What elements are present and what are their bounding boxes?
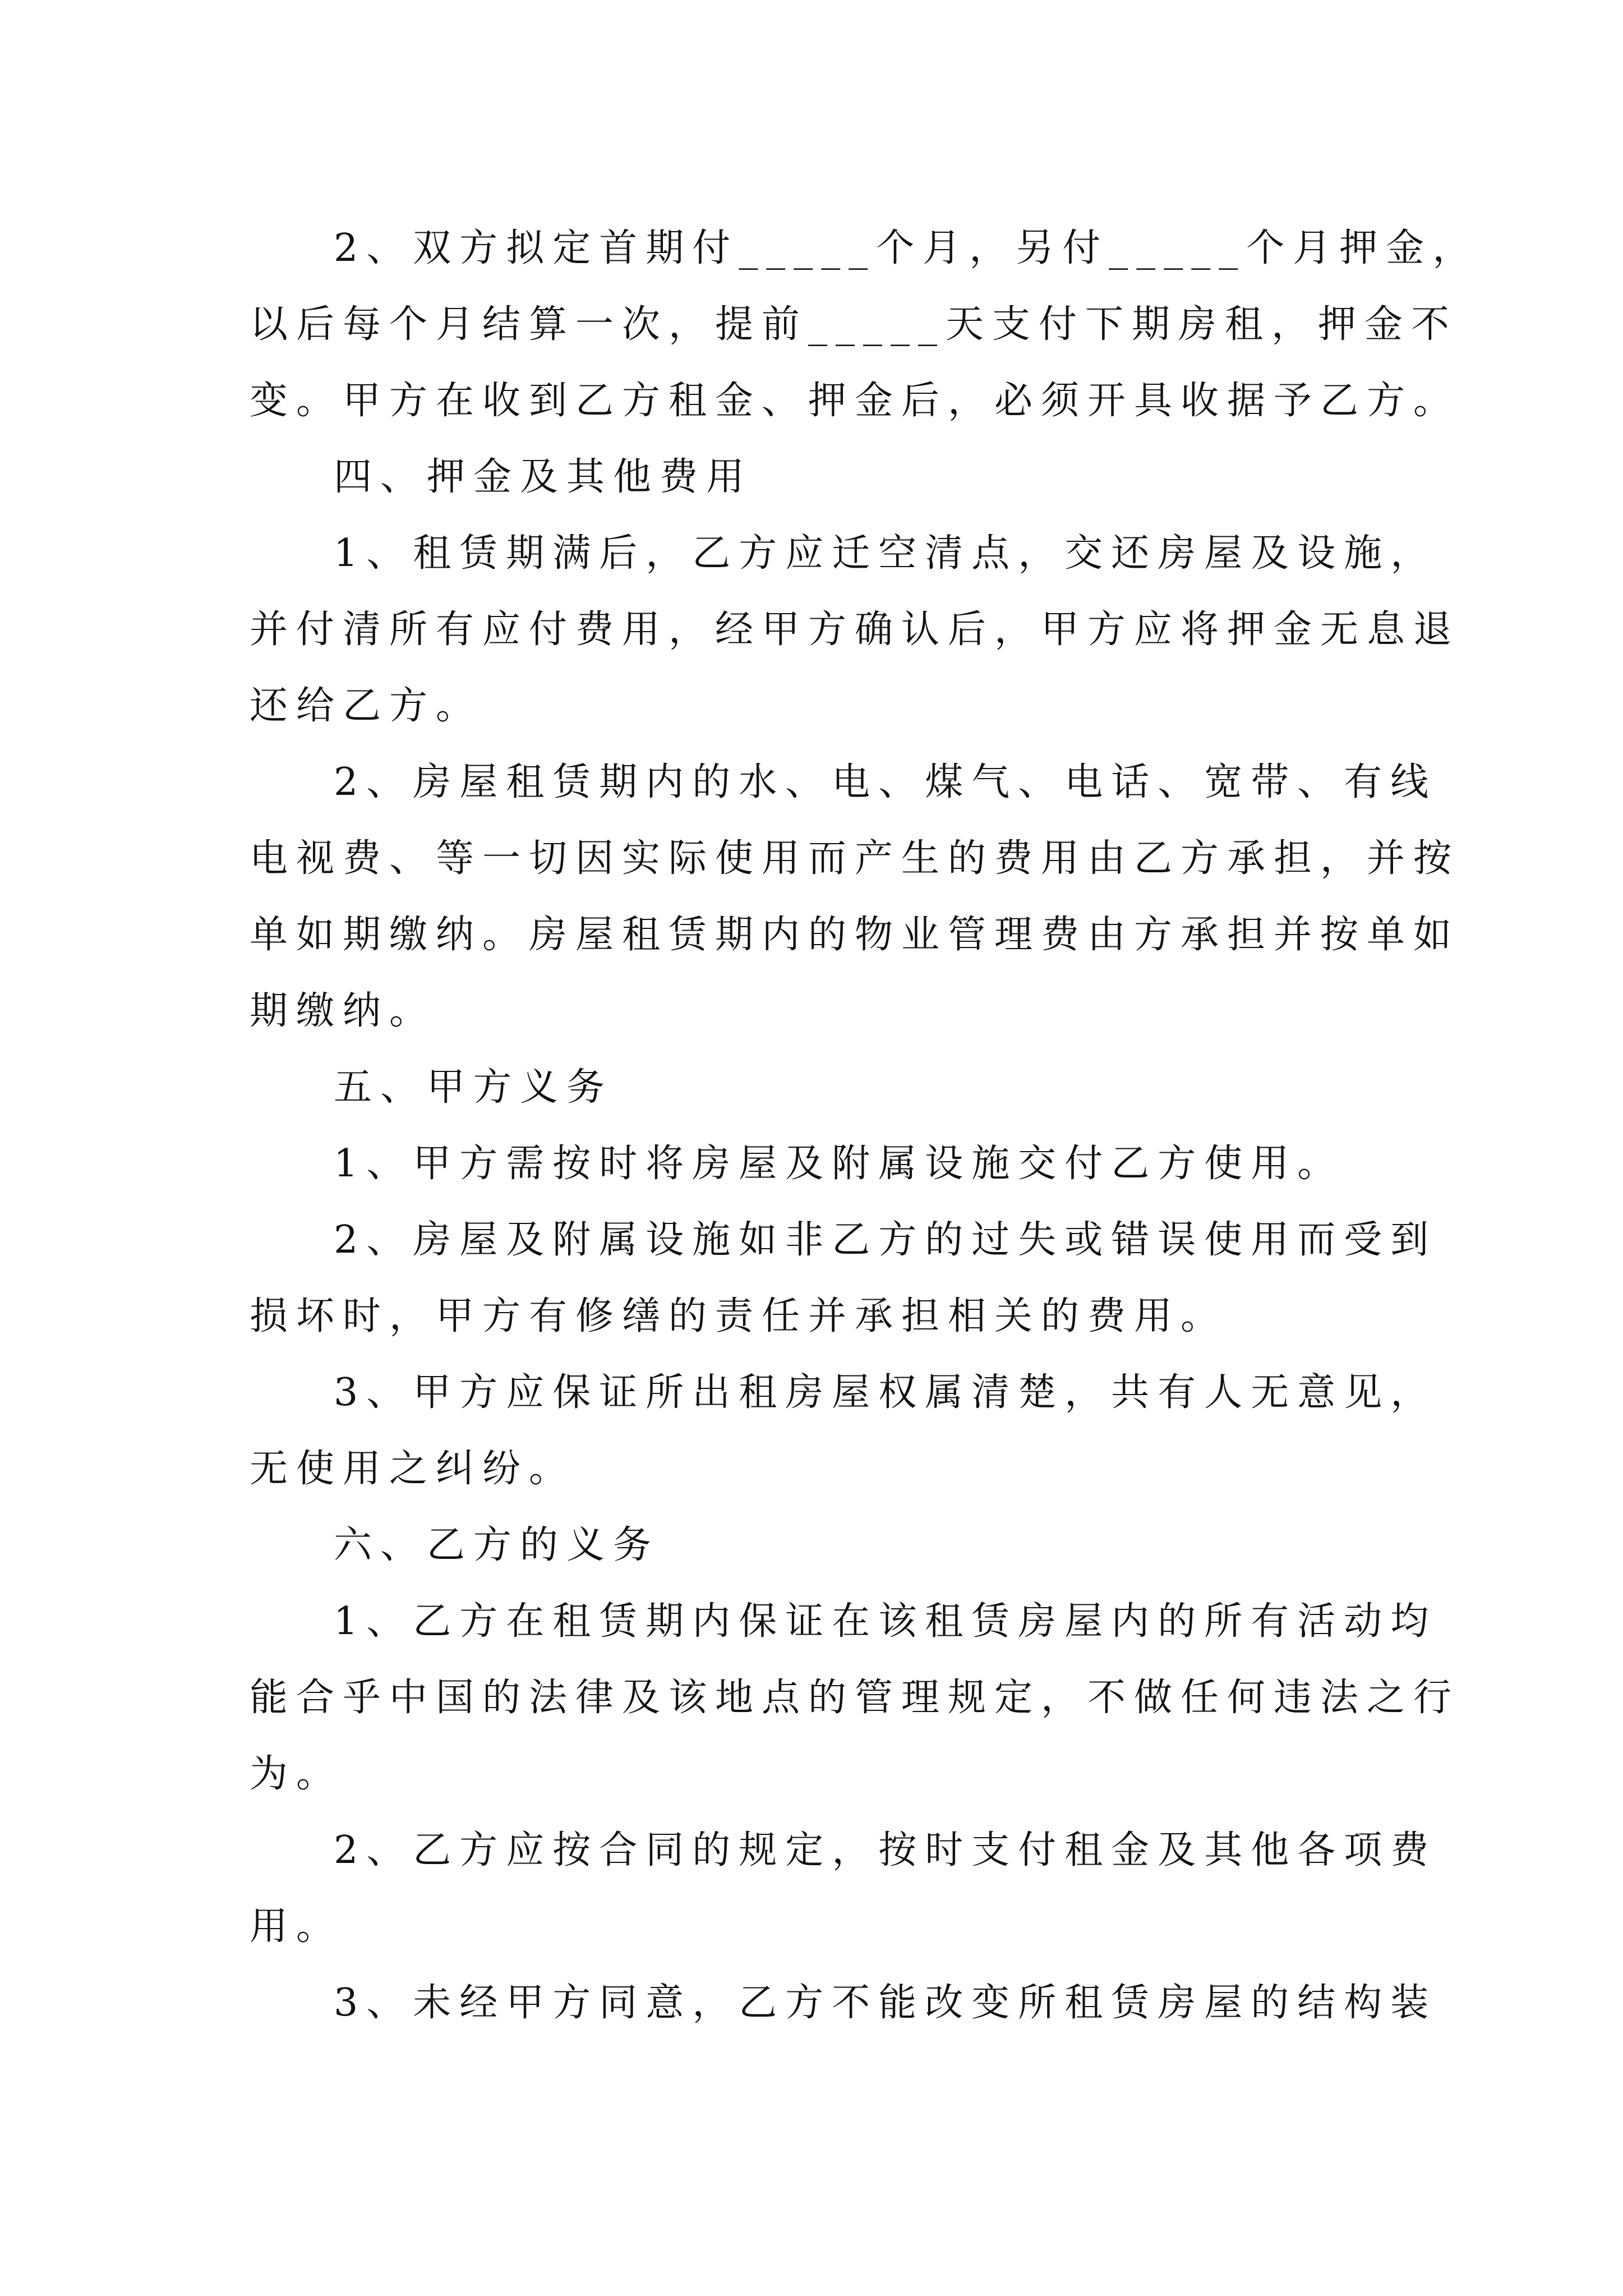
text-line: 2、双方拟定首期付_____个月，另付_____个月押金， [334, 226, 1479, 270]
text-line: 并付清所有应付费用，经甲方确认后，甲方应将押金无息退 [250, 608, 1460, 652]
text-line: 1、乙方在租赁期内保证在该租赁房屋内的所有活动均 [334, 1599, 1437, 1644]
section-heading: 四、押金及其他费用 [334, 455, 753, 499]
text-line: 1、租赁期满后，乙方应迁空清点，交还房屋及设施， [334, 531, 1437, 576]
text-line: 能合乎中国的法律及该地点的管理规定，不做任何违法之行 [250, 1676, 1460, 1720]
text-line: 变。甲方在收到乙方租金、押金后，必须开具收据予乙方。 [250, 379, 1460, 423]
text-line: 单如期缴纳。房屋租赁期内的物业管理费由方承担并按单如 [250, 913, 1460, 957]
section-heading: 五、甲方义务 [334, 1065, 614, 1110]
text-line: 2、乙方应按合同的规定，按时支付租金及其他各项费 [334, 1828, 1437, 1872]
text-line: 3、未经甲方同意，乙方不能改变所租赁房屋的结构装 [334, 1981, 1437, 2025]
text-line: 以后每个月结算一次，提前_____天支付下期房租，押金不 [250, 302, 1458, 347]
section-heading: 六、乙方的义务 [334, 1523, 660, 1567]
text-line: 还给乙方。 [250, 684, 483, 728]
document-body [250, 210, 1479, 2041]
text-line: 用。 [250, 1904, 343, 1949]
text-line: 电视费、等一切因实际使用而产生的费用由乙方承担，并按 [250, 836, 1460, 881]
text-line: 为。 [250, 1752, 343, 1796]
text-line: 无使用之纠纷。 [250, 1447, 576, 1491]
text-line: 3、甲方应保证所出租房屋权属清楚，共有人无意见， [334, 1370, 1437, 1415]
text-line: 1、甲方需按时将房屋及附属设施交付乙方使用。 [334, 1142, 1344, 1186]
text-line: 损坏时，甲方有修缮的责任并承担相关的费用。 [250, 1294, 1228, 1338]
text-line: 2、房屋及附属设施如非乙方的过失或错误使用而受到 [334, 1218, 1437, 1262]
text-line: 2、房屋租赁期内的水、电、煤气、电话、宽带、有线 [334, 760, 1437, 804]
text-line: 期缴纳。 [250, 989, 436, 1033]
